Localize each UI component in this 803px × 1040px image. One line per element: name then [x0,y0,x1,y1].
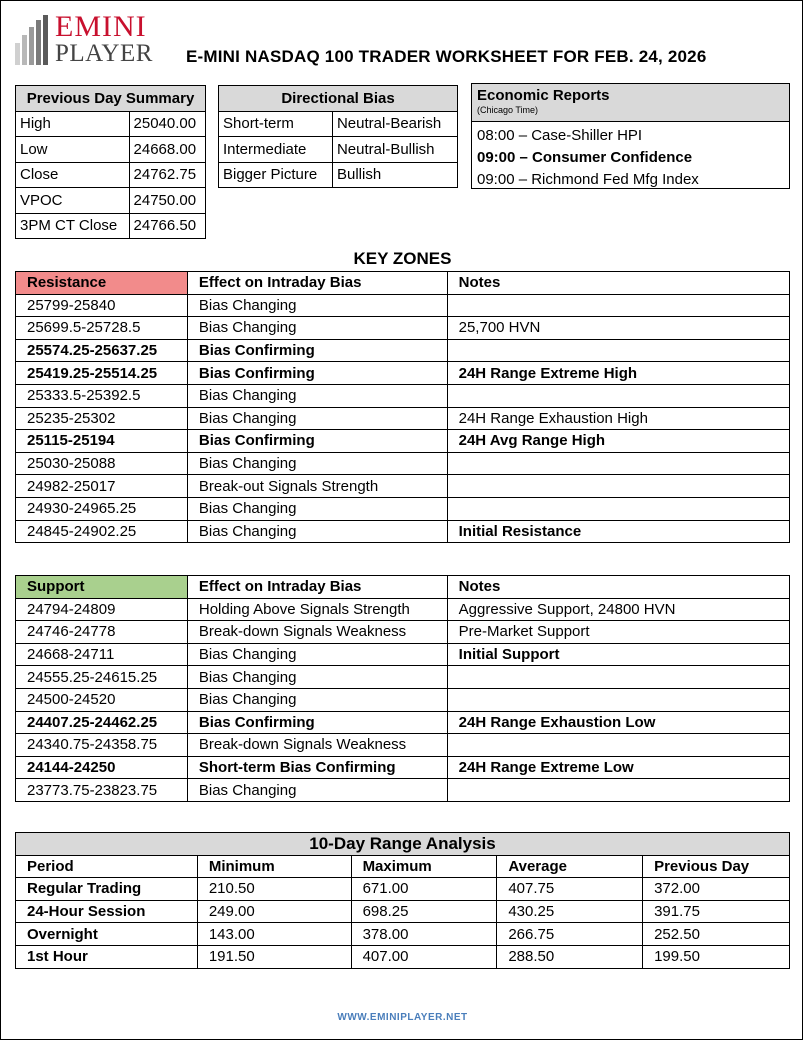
table-row [219,137,458,163]
zone-notes [447,734,789,757]
table-row [16,475,790,498]
zone-notes: 24H Range Extreme Low [447,756,789,779]
zone-effect: Holding Above Signals Strength [187,598,447,621]
bias-timeframe: Short-term [219,111,333,137]
zone-range: 24144-24250 [16,756,188,779]
range-average: 430.25 [497,900,643,923]
zone-range: 25799-25840 [16,294,188,317]
zone-effect: Break-down Signals Weakness [187,734,447,757]
key-zones-title: KEY ZONES [353,249,452,268]
economic-report-item: 09:00 – Consumer Confidence [477,149,693,166]
table-row [16,430,790,453]
table-row [16,598,790,621]
range-average: 288.50 [497,945,643,968]
zone-notes: Initial Resistance [447,520,789,543]
support-notes-header: Notes [447,576,789,599]
economic-reports-box [471,83,790,189]
zone-range: 25333.5-25392.5 [16,384,188,407]
table-row [16,643,790,666]
economic-reports-header [472,84,789,122]
zone-notes: 24H Avg Range High [447,430,789,453]
zone-range: 24555.25-24615.25 [16,666,188,689]
zone-range: 24794-24809 [16,598,188,621]
zone-effect: Short-term Bias Confirming [187,756,447,779]
zone-effect: Bias Changing [187,779,447,802]
summary-label: High [16,111,130,137]
zone-effect: Bias Changing [187,643,447,666]
range-analysis-title: 10-Day Range Analysis [16,833,790,856]
table-row [16,900,790,923]
zone-notes [447,688,789,711]
zone-notes [447,475,789,498]
bias-value: Neutral-Bearish [332,111,457,137]
zone-range: 24746-24778 [16,621,188,644]
table-row [16,162,206,188]
summary-value: 24766.50 [129,213,205,239]
zone-range: 24845-24902.25 [16,520,188,543]
range-maximum: 378.00 [351,923,497,946]
zone-notes [447,294,789,317]
table-row [16,497,790,520]
bias-timeframe: Bigger Picture [219,162,333,188]
table-row [16,213,206,239]
zone-notes [447,452,789,475]
summary-label: Close [16,162,130,188]
directional-bias-header: Directional Bias [219,86,458,112]
directional-bias-table [218,85,458,188]
zone-effect: Bias Changing [187,688,447,711]
zone-effect: Bias Changing [187,294,447,317]
range-header-average: Average [497,855,643,878]
table-row [16,734,790,757]
table-row [16,384,790,407]
zone-notes [447,666,789,689]
range-minimum: 249.00 [197,900,351,923]
table-row [16,137,206,163]
range-previous-day: 391.75 [643,900,790,923]
previous-day-summary-header: Previous Day Summary [16,86,206,112]
range-previous-day: 372.00 [643,878,790,901]
previous-day-summary-table [15,85,206,239]
range-previous-day: 199.50 [643,945,790,968]
bias-timeframe: Intermediate [219,137,333,163]
range-minimum: 191.50 [197,945,351,968]
table-row [16,621,790,644]
table-row [16,407,790,430]
support-header: Support [16,576,188,599]
zone-effect: Bias Confirming [187,339,447,362]
support-effect-header: Effect on Intraday Bias [187,576,447,599]
range-minimum: 143.00 [197,923,351,946]
zone-notes: 25,700 HVN [447,317,789,340]
range-period: 24-Hour Session [16,900,198,923]
range-period: 1st Hour [16,945,198,968]
bias-value: Neutral-Bullish [332,137,457,163]
logo-text-player: PLAYER [55,40,153,67]
bias-value: Bullish [332,162,457,188]
table-row [16,362,790,385]
zone-range: 25235-25302 [16,407,188,430]
footer-website-link[interactable]: WWW.EMINIPLAYER.NET [337,1012,468,1023]
zone-notes: Initial Support [447,643,789,666]
range-maximum: 407.00 [351,945,497,968]
zone-effect: Bias Confirming [187,711,447,734]
page-title: E-MINI NASDAQ 100 TRADER WORKSHEET FOR FEB. 24, 2026 [186,47,707,66]
eminiplayer-logo [15,10,165,69]
economic-reports-title: Economic Reports [477,87,610,104]
zone-notes [447,497,789,520]
zone-notes: 24H Range Exhaustion High [447,407,789,430]
zone-range: 24340.75-24358.75 [16,734,188,757]
range-period: Regular Trading [16,878,198,901]
table-row [16,688,790,711]
range-maximum: 698.25 [351,900,497,923]
zone-range: 25699.5-25728.5 [16,317,188,340]
resistance-header: Resistance [16,272,188,295]
table-row [16,779,790,802]
table-row [16,339,790,362]
table-row [16,452,790,475]
zone-notes: 24H Range Exhaustion Low [447,711,789,734]
zone-effect: Bias Changing [187,452,447,475]
zone-effect: Bias Confirming [187,430,447,453]
zone-range: 24500-24520 [16,688,188,711]
range-average: 407.75 [497,878,643,901]
summary-value: 25040.00 [129,111,205,137]
zone-notes [447,779,789,802]
table-row [16,111,206,137]
logo-bars-icon [15,15,55,65]
summary-value: 24668.00 [129,137,205,163]
summary-value: 24762.75 [129,162,205,188]
zone-effect: Bias Changing [187,666,447,689]
resistance-notes-header: Notes [447,272,789,295]
range-header-period: Period [16,855,198,878]
table-row [219,162,458,188]
summary-label: 3PM CT Close [16,213,130,239]
table-row [16,945,790,968]
economic-report-item: 08:00 – Case-Shiller HPI [477,127,643,144]
zone-notes [447,384,789,407]
economic-reports-subtitle: (Chicago Time) [477,105,539,115]
table-row [16,294,790,317]
zone-effect: Break-out Signals Strength [187,475,447,498]
zone-notes: Pre-Market Support [447,621,789,644]
economic-report-item: 09:00 – Richmond Fed Mfg Index [477,171,699,188]
range-previous-day: 252.50 [643,923,790,946]
zone-range: 24668-24711 [16,643,188,666]
zone-range: 24982-25017 [16,475,188,498]
table-row [16,756,790,779]
zone-notes [447,339,789,362]
table-row [16,666,790,689]
zone-range: 25419.25-25514.25 [16,362,188,385]
resistance-table [15,271,790,543]
zone-range: 25574.25-25637.25 [16,339,188,362]
zone-effect: Bias Confirming [187,362,447,385]
zone-range: 25030-25088 [16,452,188,475]
table-row [16,711,790,734]
zone-range: 24930-24965.25 [16,497,188,520]
range-header-minimum: Minimum [197,855,351,878]
range-header-maximum: Maximum [351,855,497,878]
zone-effect: Bias Changing [187,497,447,520]
logo-text-emini: EMINI [55,10,147,43]
zone-effect: Bias Changing [187,520,447,543]
table-row [219,111,458,137]
zone-notes: 24H Range Extreme High [447,362,789,385]
table-row [16,520,790,543]
zone-effect: Bias Changing [187,407,447,430]
table-row [16,317,790,340]
zone-effect: Break-down Signals Weakness [187,621,447,644]
summary-label: Low [16,137,130,163]
resistance-effect-header: Effect on Intraday Bias [187,272,447,295]
table-row [16,188,206,214]
summary-value: 24750.00 [129,188,205,214]
zone-notes: Aggressive Support, 24800 HVN [447,598,789,621]
range-analysis-table [15,832,790,969]
table-row [16,878,790,901]
summary-label: VPOC [16,188,130,214]
range-minimum: 210.50 [197,878,351,901]
zone-range: 23773.75-23823.75 [16,779,188,802]
zone-effect: Bias Changing [187,317,447,340]
zone-effect: Bias Changing [187,384,447,407]
zone-range: 25115-25194 [16,430,188,453]
zone-range: 24407.25-24462.25 [16,711,188,734]
range-maximum: 671.00 [351,878,497,901]
range-average: 266.75 [497,923,643,946]
range-header-previous-day: Previous Day [643,855,790,878]
support-table [15,575,790,802]
table-row [16,923,790,946]
range-period: Overnight [16,923,198,946]
